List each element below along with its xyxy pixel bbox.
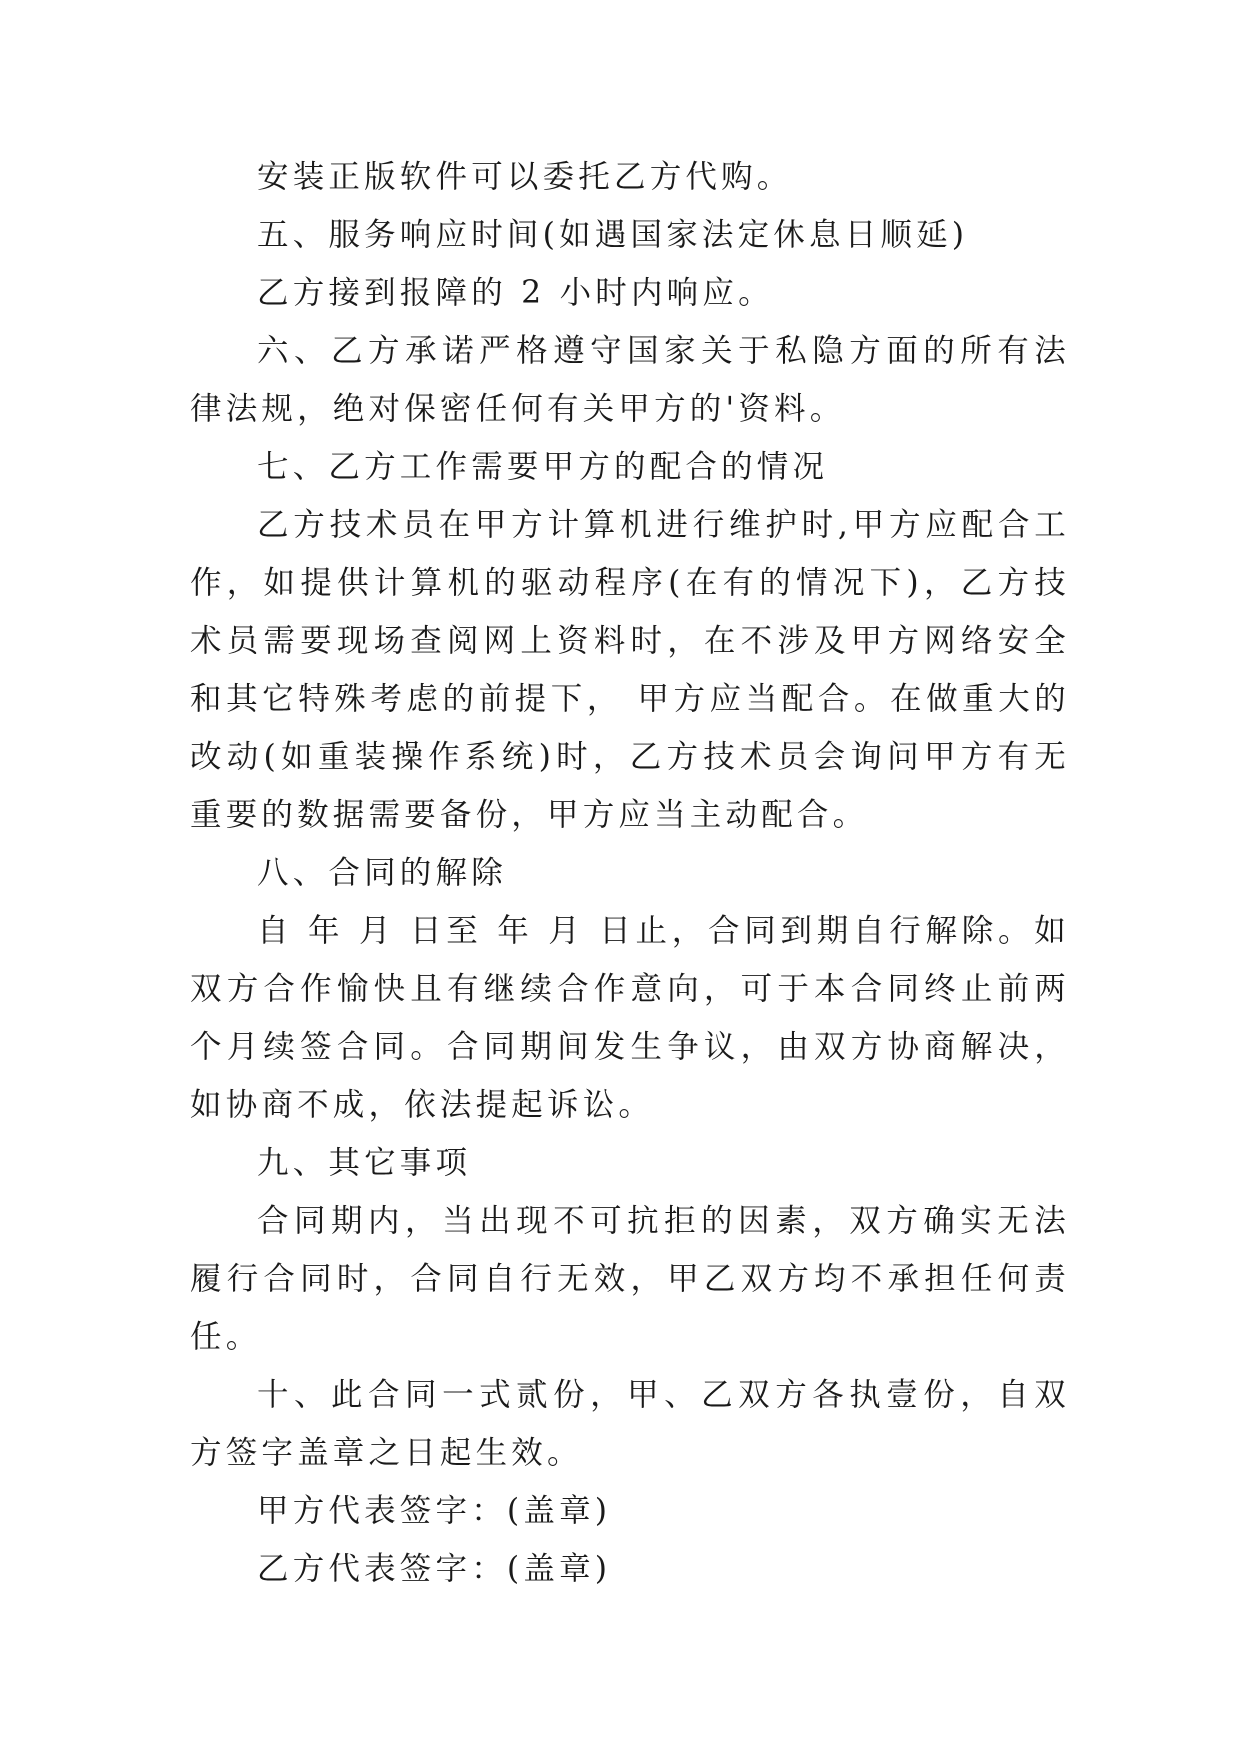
paragraph-copies-effective: 十、此合同一式贰份，甲、乙双方各执壹份，自双方签字盖章之日起生效。	[190, 1377, 1070, 1471]
heading-response-time: 五、服务响应时间(如遇国家法定休息日顺延)	[257, 217, 969, 253]
paragraph-confidentiality: 六、乙方承诺严格遵守国家关于私隐方面的所有法律法规，绝对保密任何有关甲方的'资料。	[190, 333, 1070, 427]
heading-cooperation: 七、乙方工作需要甲方的配合的情况	[257, 449, 829, 485]
paragraph-cooperation: 乙方技术员在甲方计算机进行维护时,甲方应配合工作，如提供计算机的驱动程序(在有的情况下)，乙方技术员需要现场查阅网上资料时，在不涉及甲方网络安全和其它特殊考虑的前提下， 甲方应当配合。在做重大的改动(如重装操作系统)时，乙方技术员会询问甲方有无重要的数据需要备份，甲方应当主动配合。	[190, 507, 1070, 833]
document-body	[190, 148, 1070, 1598]
signature-party-b: 乙方代表签字：(盖章)	[257, 1551, 612, 1587]
heading-other-matters: 九、其它事项	[257, 1145, 472, 1181]
heading-termination: 八、合同的解除	[257, 855, 507, 891]
paragraph-software-purchase: 安装正版软件可以委托乙方代购。	[257, 159, 793, 195]
paragraph-response-time: 乙方接到报障的 2 小时内响应。	[257, 275, 774, 311]
signature-party-a: 甲方代表签字：(盖章)	[257, 1493, 612, 1529]
paragraph-force-majeure: 合同期内，当出现不可抗拒的因素，双方确实无法履行合同时，合同自行无效，甲乙双方均不承担任何责任。	[190, 1203, 1070, 1355]
paragraph-termination: 自 年 月 日至 年 月 日止，合同到期自行解除。如双方合作愉快且有继续合作意向，可于本合同终止前两个月续签合同。合同期间发生争议，由双方协商解决，如协商不成，依法提起诉讼。	[190, 913, 1070, 1123]
